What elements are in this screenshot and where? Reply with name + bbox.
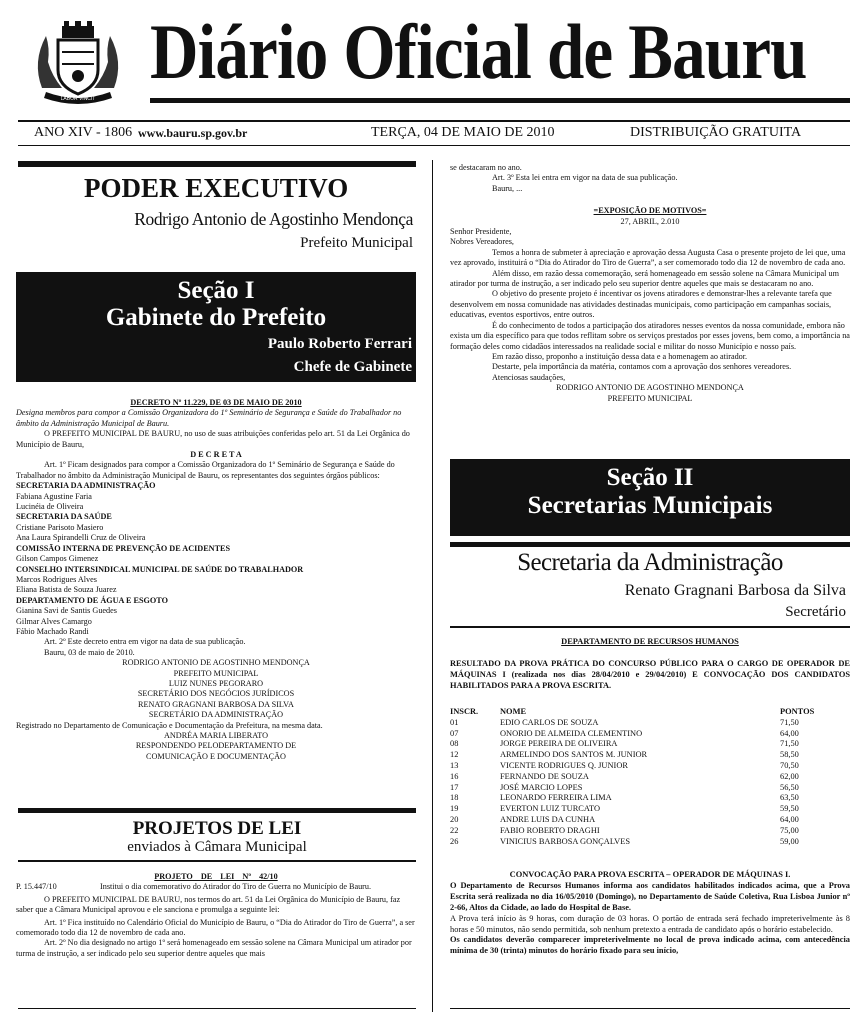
table-header (450, 707, 850, 718)
table-row (450, 739, 850, 750)
table-row (450, 718, 850, 729)
edition-label: ANO XIV - 1806 (34, 125, 133, 140)
cell-pontos: 64,00 (780, 814, 799, 824)
decreto-preamble: O PREFEITO MUNICIPAL DE BAURU, no uso de suas atribuições conferidas pelo art. 51 da Lei Orgânica do Município de Bauru, (16, 429, 410, 449)
salutation: Nobres Vereadores, (450, 237, 514, 247)
issue-date: TERÇA, 04 DE MAIO DE 2010 (371, 125, 555, 140)
cell-pontos: 59,50 (780, 804, 799, 814)
exposicao-paragraph: Atenciosas saudações, (492, 372, 566, 382)
table-row (450, 826, 850, 837)
org-heading: DEPARTAMENTO DE ÁGUA E ESGOTO (16, 595, 168, 605)
prova-text: A Prova terá início às 9 horas, com duração de 03 horas. O portão de entrada será fechado impreterivelmente às 8 horas e 50 minutos, não sendo permitida, sob nenhum pretexto a entrada de candidato após o horário estabelecido. (450, 913, 850, 934)
cell-nome: LEONARDO FERREIRA LIMA (500, 793, 612, 803)
projeto-art1: Art. 1º Fica instituído no Calendário Oficial do Município de Bauru, o “Dia do Atirador do Tiro de Guerra”, a ser comemorado todo dia 12 de novembro de cada ano. (16, 917, 415, 938)
masthead-rule-top (150, 98, 850, 103)
infobar-rule (18, 145, 850, 146)
cell-inscr: 17 (450, 782, 459, 792)
chief-role: Chefe de Gabinete (293, 359, 412, 375)
exposicao-paragraph: Além disso, em razão dessa comemoração, será homenageado em sessão solene na Câmara Municipal um atirador por turma de instrução, a ser indicado pelo seu superior dentre aqueles que mais se destacaram no ano. (450, 268, 839, 289)
table-row (450, 761, 850, 772)
signature-line: ANDRÉA MARIA LIBERATO (163, 731, 269, 740)
cell-inscr: 19 (450, 804, 459, 814)
column-divider (432, 160, 433, 1012)
secao-2-title: Seção II (606, 464, 694, 491)
table-row (450, 729, 850, 740)
convocacao-title: CONVOCAÇÃO PARA PROVA ESCRITA – OPERADOR DE MÁQUINAS I. (509, 870, 791, 879)
exposicao-paragraph: É do conhecimento de todos a participação dos atiradores nesses eventos da nossa comunidade, embora não exista um dia específico para que todos reflitam sobre os serviços prestados por esses jovens, bem como, a importância na formação deles como cidadãos interessados na realidade social e militar do nosso Município e nosso país. (450, 320, 850, 351)
cell-inscr: 08 (450, 739, 459, 749)
member-name: Fábio Machado Randi (16, 626, 89, 636)
signature-line: RODRIGO ANTONIO DE AGOSTINHO MENDONÇA (122, 658, 310, 668)
masthead-title: Diário Oficial de Bauru (150, 8, 807, 95)
secao-1-banner (16, 272, 416, 382)
exposicao-paragraph: Destarte, pela importância da matéria, contamos com a aprovação dos senhores vereadores. (492, 362, 792, 372)
decreta-label: D E C R E T A (190, 450, 242, 460)
cell-pontos: 56,50 (780, 782, 799, 792)
distribution-label: DISTRIBUIÇÃO GRATUITA (630, 125, 802, 140)
mayor-name: Rodrigo Antonio de Agostinho Mendonça (134, 209, 413, 229)
cell-pontos: 75,00 (780, 825, 799, 835)
secao-2-subtitle: Secretarias Municipais (527, 492, 773, 519)
col-inscr-header: INSCR. (450, 707, 479, 716)
exposicao-paragraph: Temos a honra de submeter à apreciação e aprovação dessa Augusta Casa o presente projeto de lei que, uma vez aprovado, instituirá o “Dia do Atirador do Tiro de Guerra”, a ser comemorado todo dia 12 de novembro de cada ano. (450, 247, 846, 268)
cell-inscr: 13 (450, 760, 459, 770)
cell-nome: ANDRE LUIS DA CUNHA (500, 814, 596, 824)
projeto-art3: Art. 3º Esta lei entra em vigor na data de sua publicação. (492, 173, 678, 183)
secretary-role: Secretário (785, 604, 846, 620)
cell-nome: VICENTE RODRIGUES Q. JUNIOR (500, 760, 628, 770)
table-row (450, 750, 850, 761)
member-name: Eliana Batista de Souza Juarez (16, 585, 117, 595)
cell-nome: JORGE PEREIRA DE OLIVEIRA (500, 739, 618, 749)
cell-inscr: 12 (450, 750, 459, 760)
projetos-subheading: enviados à Câmara Municipal (127, 839, 307, 855)
exposicao-section (450, 163, 850, 404)
secretary-name: Renato Gragnani Barbosa da Silva (624, 582, 846, 599)
org-heading: SECRETARIA DA ADMINISTRAÇÃO (16, 481, 156, 491)
cell-inscr: 01 (450, 717, 459, 727)
signature-line: COMUNICAÇÃO E DOCUMENTAÇÃO (146, 751, 286, 761)
sec-admin-heading: Secretaria da Administração (517, 549, 783, 576)
cell-inscr: 22 (450, 825, 459, 835)
table-row (450, 772, 850, 783)
table-row (450, 793, 850, 804)
cell-nome: FABIO ROBERTO DRAGHI (500, 825, 600, 835)
cell-pontos: 63,50 (780, 793, 799, 803)
exposicao-title: =EXPOSIÇÃO DE MOTIVOS= (593, 206, 707, 216)
candidatos-text: Os candidatos deverão comparecer impreterivelmente no local de prova indicado acima, com antecedência mínima de 30 (trinta) minutos do horário fixado para seu início, (450, 935, 850, 956)
signature-line: PREFEITO MUNICIPAL (607, 393, 693, 403)
signature-line: SECRETÁRIO DA ADMINISTRAÇÃO (148, 710, 284, 720)
cell-pontos: 62,00 (780, 771, 799, 781)
projeto-bauru: Bauru, ... (492, 183, 523, 193)
table-row (450, 804, 850, 815)
cell-nome: FERNANDO DE SOUZA (500, 771, 589, 781)
projeto-ementa (16, 882, 416, 892)
cell-inscr: 18 (450, 793, 459, 803)
chief-name: Paulo Roberto Ferrari (267, 336, 412, 352)
org-heading: COMISSÃO INTERNA DE PREVENÇÃO DE ACIDENTES (16, 543, 231, 553)
signature-line: RENATO GRAGNANI BARBOSA DA SILVA (138, 699, 294, 709)
signature-line: RESPONDENDO PELODEPARTAMENTO DE (135, 741, 297, 751)
secao-1-subtitle: Gabinete do Prefeito (105, 304, 327, 331)
member-name: Gilson Campos Gimenez (16, 554, 99, 564)
col-pontos-header: PONTOS (780, 707, 815, 716)
secao-2-banner (450, 459, 850, 536)
secao-1-title: Seção I (177, 277, 255, 304)
cell-nome: VINICIUS BARBOSA GONÇALVES (500, 836, 630, 846)
convocacao-text: O Departamento de Recursos Humanos informa aos candidatos habilitados indicados acima, que a Prova Escrita será realizada no dia 16/05/2010 (Domingo), no Departamento de Saúde Coletiva, Rua Lisboa Junior nº 2-66, Altos da Cidade, ao lado do Hospital de Base. (450, 880, 850, 912)
results-table (450, 707, 850, 847)
signature-line: LUIZ NUNES PEGORARO (168, 678, 264, 688)
member-name: Gianina Savi de Santis Guedes (16, 606, 117, 616)
projeto-title: PROJETO DE LEI Nº 42/10 (154, 872, 278, 881)
resultado-heading: RESULTADO DA PROVA PRÁTICA DO CONCURSO PÚBLICO PARA O CARGO DE OPERADOR DE MÁQUINAS I (realizada nos dias 28/04/2010 e 29/04/2010) E CONVOCAÇÃO DOS CANDIDATOS HABILITADOS PARA A PROVA ESCRITA. (450, 659, 850, 691)
decreto-summary: Designa membros para compor a Comissão Organizadora do 1º Seminário de Segurança e Saúde do Trabalhador no âmbito da Administração Municipal de Bauru. (16, 408, 402, 428)
exposicao-date: 27, ABRIL, 2.010 (620, 216, 680, 226)
member-name: Lucinéia de Oliveira (16, 502, 84, 512)
bottom-rule-left (18, 1008, 416, 1009)
projeto-ref: P. 15.447/10 (16, 882, 57, 892)
member-name: Cristiane Parisoto Masiero (16, 522, 104, 532)
coat-of-arms-icon (28, 18, 128, 112)
signature-line: SECRETÁRIO DOS NEGÓCIOS JURÍDICOS (137, 689, 295, 699)
seal-motto: LABOR VINCIT (60, 96, 96, 102)
signature-line: PREFEITO MUNICIPAL (173, 668, 259, 678)
projeto-preamble: O PREFEITO MUNICIPAL DE BAURU, nos termos do art. 51 da Lei Orgânica do Município de Bauru, faz saber que a Câmara Municipal aprovou e ele sanciona e promulga a seguinte lei: (16, 894, 401, 915)
sec-admin-rule (450, 542, 850, 547)
org-heading: SECRETARIA DA SAÚDE (16, 512, 112, 522)
cell-inscr: 26 (450, 836, 459, 846)
cell-nome: EVERTON LUIZ TURCATO (500, 804, 600, 814)
bottom-rule-right (450, 1008, 850, 1009)
decreto-section (16, 398, 416, 762)
cell-pontos: 64,00 (780, 728, 799, 738)
projetos-rule (18, 808, 416, 813)
cell-nome: ONORIO DE ALMEIDA CLEMENTINO (500, 728, 643, 738)
projetos-rule-bottom (18, 860, 416, 862)
exposicao-paragraph: O objetivo do presente projeto é incentivar os jovens atiradores e demonstrar-lhes a relevante tarefa que desenvolvem em nossa comunidade nas atividades destinadas municipais, como participação em campanhas sociais, educativas, eventos esportivos, entre outros. (450, 289, 832, 320)
salutation: Senhor Presidente, (450, 227, 512, 237)
cell-inscr: 16 (450, 771, 459, 781)
signature-line: RODRIGO ANTONIO DE AGOSTINHO MENDONÇA (556, 383, 744, 393)
org-heading: CONSELHO INTERSINDICAL MUNICIPAL DE SAÚDE DO TRABALHADOR (16, 564, 304, 574)
table-row (450, 783, 850, 794)
poder-executivo-heading: PODER EXECUTIVO (84, 173, 349, 203)
poder-rule (18, 161, 416, 167)
decreto-place-date: Bauru, 03 de maio de 2010. (44, 647, 135, 657)
cell-nome: EDIO CARLOS DE SOUZA (500, 717, 599, 727)
cell-inscr: 07 (450, 728, 459, 738)
dept-heading: DEPARTAMENTO DE RECURSOS HUMANOS (561, 637, 739, 646)
exposicao-paragraph: Em razão disso, proponho a instituição dessa data e a homenagem ao atirador. (492, 351, 748, 361)
projeto-art2: Art. 2º No dia designado no artigo 1º será homenageado em sessão solene na Câmara Municipal um atirador por turma de instrução, a ser indicado pelo seu superior dentre aqueles que mais (16, 938, 412, 958)
projetos-heading: PROJETOS DE LEI (132, 818, 302, 839)
cell-pontos: 70,50 (780, 760, 799, 770)
cell-pontos: 71,50 (780, 739, 799, 749)
cell-pontos: 59,00 (780, 836, 799, 846)
mayor-role: Prefeito Municipal (300, 235, 413, 251)
col-nome-header: NOME (500, 707, 527, 716)
masthead-rule-left (18, 120, 850, 122)
decreto-art1: Art. 1º Ficam designados para compor a Comissão Organizadora do 1º Seminário de Segurança e Saúde do Trabalhador no âmbito da Administração Municipal de Bauru, os representantes dos seguintes órgãos públicos: (16, 460, 395, 480)
decreto-art2: Art. 2º Este decreto entra em vigor na data de sua publicação. (44, 637, 246, 647)
decreto-title: DECRETO Nº 11.229, DE 03 DE MAIO DE 2010 (130, 398, 302, 407)
convocacao-section (450, 870, 850, 957)
member-name: Fabiana Agustine Faria (16, 491, 92, 501)
table-row (450, 815, 850, 826)
member-name: Marcos Rodrigues Alves (16, 574, 97, 584)
cell-pontos: 58,50 (780, 750, 799, 760)
continued-text: se destacaram no ano. (450, 163, 522, 172)
member-name: Gilmar Alves Camargo (16, 616, 92, 626)
sec-admin-rule-bottom (450, 626, 850, 628)
cell-pontos: 71,50 (780, 717, 799, 727)
projeto-ementa-text: Institui o dia comemorativo do Atirador do Tiro de Guerra no Município de Bauru. (100, 882, 372, 892)
table-row (450, 837, 850, 848)
cell-nome: ARMELINDO DOS SANTOS M. JUNIOR (500, 750, 648, 760)
projeto-lei-section (16, 872, 416, 959)
registro-text: Registrado no Departamento de Comunicação e Documentação da Prefeitura, na mesma data. (16, 720, 323, 730)
website-link[interactable]: www.bauru.sp.gov.br (138, 126, 248, 140)
cell-nome: JOSÉ MARCIO LOPES (500, 782, 583, 792)
cell-inscr: 20 (450, 814, 459, 824)
member-name: Ana Laura Spirandelli Cruz de Oliveira (16, 533, 146, 543)
